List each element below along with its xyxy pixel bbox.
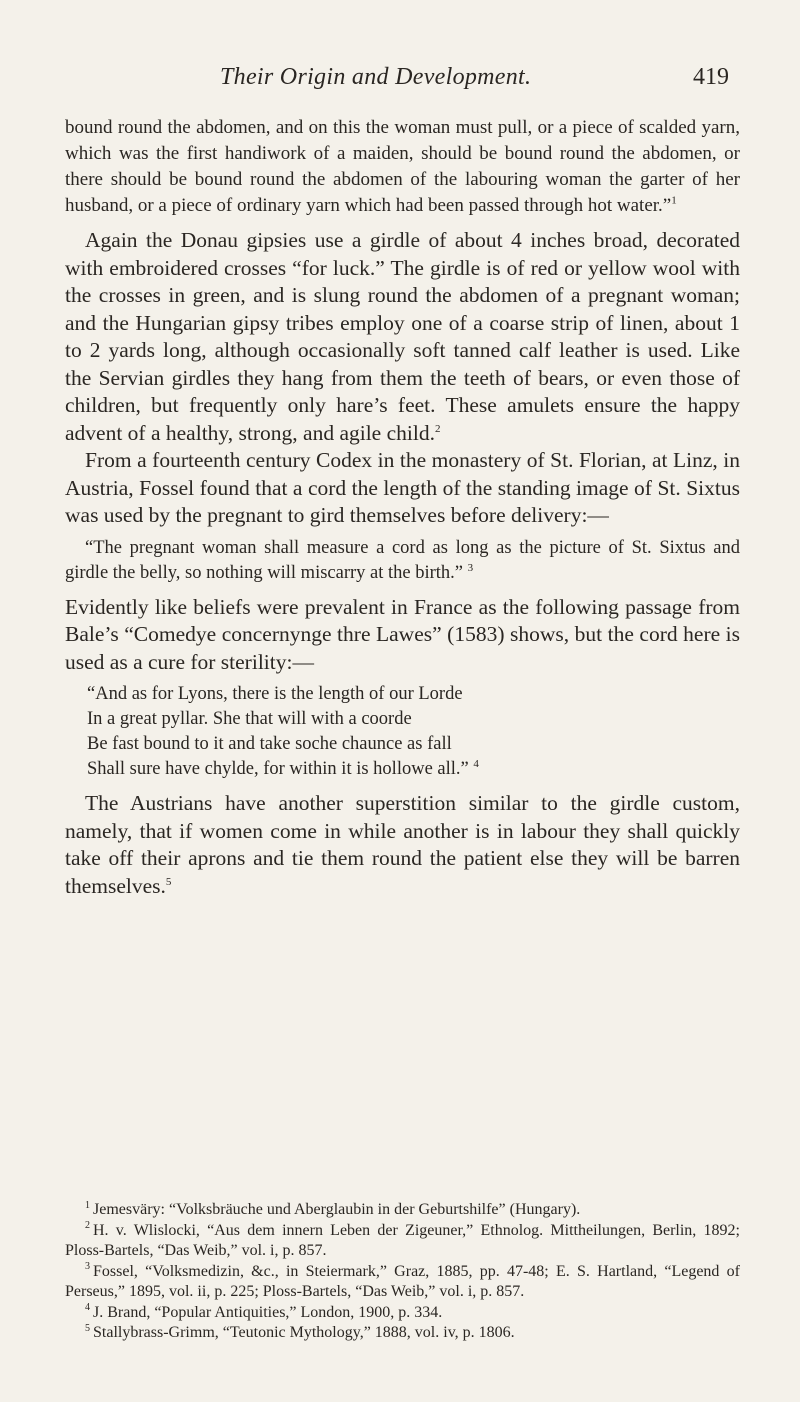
verse-line-4: Shall sure have chylde, for within it is hollowe all.” $^4$ (87, 757, 479, 779)
verse-line-3: Be fast bound to it and take soche chaunce as fall (87, 734, 452, 754)
footnote-ref-4: 4 (473, 757, 479, 770)
page-body (65, 115, 740, 900)
paragraph-donau-gipsies: Again the Donau gipsies use a girdle of about 4 inches broad, decorated with embroidered crosses “for luck.” The girdle is of red or yellow wool with the crosses in green, and is slung round the abdomen of a pregnant woman; and the Hungarian gipsy tribes employ one of a coarse strip of linen, about 1 to 2 yards long, although occasionally soft tanned calf leather is used. Like the Servian girdles they hang from them the teeth of bears, or even those of children, but frequently only hare’s feet. These amulets ensure the happy advent of a healthy, strong, and agile child.$^2$ (65, 228, 740, 445)
footnote-ref-2: 2 (434, 422, 441, 435)
block-quote-codex: “The pregnant woman shall measure a cord as long as the picture of St. Sixtus and girdle the belly, so nothing will miscarry at the birth.” $^3$ (65, 537, 740, 583)
running-title: Their Origin and Development. (220, 64, 532, 90)
footnote: $^3$ Fossel, “Volksmedizin, &c., in Steiermark,” Graz, 1885, pp. 47-48; E. S. Hartland, “Legend of Perseus,” 1895, vol. ii, p. 225; Ploss-Bartels, “Das Weib,” vol. i, p. 857. (65, 1261, 740, 1300)
footnote: $^2$ H. v. Wlislocki, “Aus dem innern Leben der Zigeuner,” Ethnolog. Mittheilungen, Berlin, 1892; Ploss-Bartels, “Das Weib,” vol. i, p. 857. (65, 1220, 740, 1259)
footnote-ref-1: 1 (671, 194, 677, 207)
paragraph-austrians: The Austrians have another superstition similar to the girdle custom, namely, that if women come in while another is in labour they shall quickly take off their aprons and tie them round the patient else they will be barren themselves.$^5$ (65, 791, 740, 898)
page-number: 419 (693, 64, 729, 90)
verse-line-1: “And as for Lyons, there is the length of our Lorde (87, 684, 463, 704)
verse-line-2: In a great pyllar. She that will with a coorde (87, 709, 412, 729)
page-header (0, 64, 800, 104)
footnote: $^1$ Jemesväry: “Volksbräuche und Aberglaubin in der Geburtshilfe” (Hungary). (85, 1199, 581, 1218)
footnote: $^5$ Stallybrass-Grimm, “Teutonic Mythology,” 1888, vol. iv, p. 1806. (85, 1322, 515, 1341)
footnote-ref-5: 5 (165, 875, 172, 888)
footnotes (65, 1200, 740, 1344)
verse-quote-bale (87, 682, 740, 782)
paragraph-france: Evidently like beliefs were prevalent in France as the following passage from Bale’s “Comedye concernynge thre Lawes” (1583) shows, but the cord here is used as a cure for sterility:— (65, 594, 740, 674)
footnote: $^4$ J. Brand, “Popular Antiquities,” London, 1900, p. 334. (85, 1302, 443, 1321)
footnote-ref-3: 3 (467, 561, 474, 574)
paragraph-st-florian: From a fourteenth century Codex in the monastery of St. Florian, at Linz, in Austria, Fossel found that a cord the length of the standing image of St. Sixtus was used by the pregnant to gird themselves before delivery:— (65, 448, 740, 527)
paragraph-continuation: bound round the abdomen, and on this the woman must pull, or a piece of scalded yarn, which was the first handiwork of a maiden, should be bound round the abdomen, or there should be bound round the abdomen of the labouring woman the garter of her husband, or a piece of ordinary yarn which had been passed through hot water.”$^1$ (65, 117, 740, 216)
